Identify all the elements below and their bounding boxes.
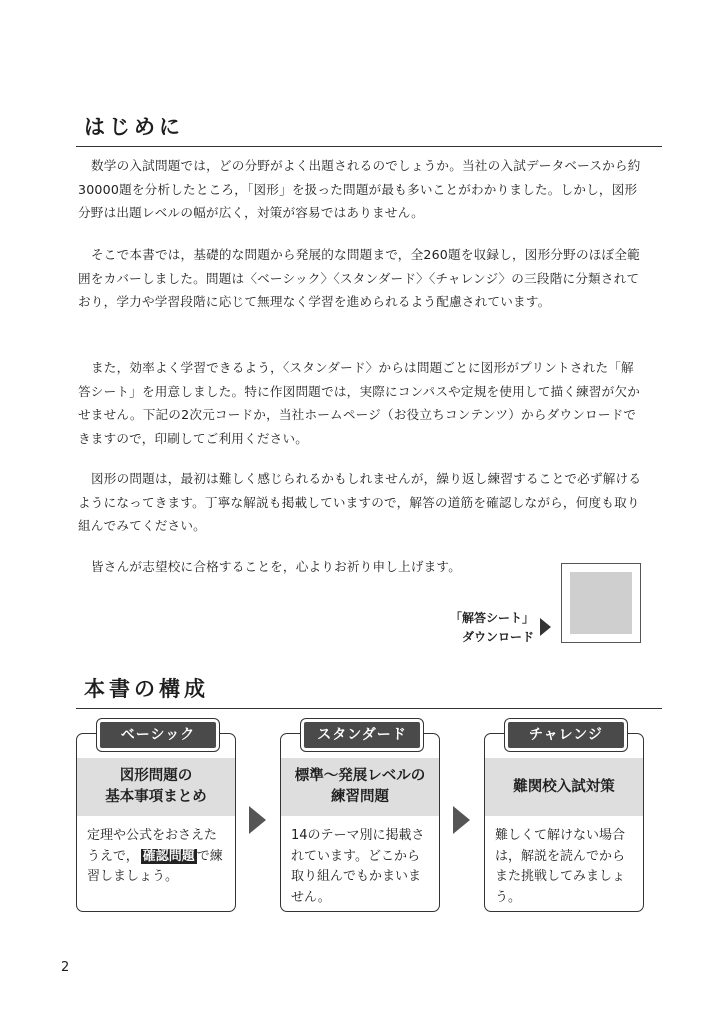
download-label-line2: ダウンロード: [461, 630, 534, 644]
card-head-line: 図形問題の: [119, 768, 193, 784]
card-body-standard: 14のテーマ別に掲載されています。どこから取り組んでもかまいません。: [291, 828, 425, 905]
card-head-line: 基本事項まとめ: [105, 789, 207, 805]
qr-code-placeholder-icon: [570, 572, 632, 634]
intro-paragraph-3: また，効率よく学習できるよう，〈スタンダード〉からは問題ごとに図形がプリントされた「解答シート」を用意しました。特に作図問題では，実際にコンパスや定規を使用して描く練習が欠かせません。下記の2次元コードか，当社ホームページ（お役立ちコンテンツ）からダウンロードできますので，印刷してご利用ください。: [78, 360, 641, 446]
card-tab-challenge: チャレンジ: [505, 719, 627, 751]
card-standard: [280, 727, 440, 912]
intro-paragraph-1: 数学の入試問題では，どの分野がよく出題されるのでしょうか。当社の入試データベースから約30000題を分析したところ，「図形」を扱った問題が最も多いことがわかりました。しかし，図形分野は出題レベルの幅が広く，対策が容易ではありません。: [78, 158, 641, 220]
card-tab-basic: ベーシック: [97, 719, 219, 751]
intro-paragraph-4: 図形の問題は，最初は難しく感じられるかもしれませんが，繰り返し練習することで必ず解けるようになってきます。丁寧な解説も掲載していますので，解答の道筋を確認しながら，何度も取り組んでみてください。: [78, 471, 642, 533]
download-label[interactable]: [420, 609, 534, 647]
structure-heading: 本書の構成: [76, 676, 662, 709]
card-body-text: で練習しましょう。: [87, 848, 223, 884]
card-body-text: 定理や公式をおさえたうえで，: [87, 828, 218, 864]
flow-arrow-icon: [249, 806, 266, 834]
triangle-right-icon: [540, 618, 551, 636]
card-body-basic: [87, 826, 227, 888]
card-head-standard: [281, 758, 439, 816]
card-basic: [76, 727, 236, 912]
qr-code-image[interactable]: [561, 563, 641, 643]
card-body-challenge: 難しくて解けない場合は，解説を読んでからまた挑戦してみましょう。: [495, 828, 626, 905]
card-challenge: [484, 727, 644, 912]
page-number: 2: [61, 960, 70, 975]
card-head-line: 練習問題: [331, 789, 389, 805]
card-tab-standard: スタンダード: [301, 719, 423, 751]
intro-paragraph-5: 皆さんが志望校に合格することを，心よりお祈り申し上げます。: [91, 559, 462, 574]
flow-arrow-icon: [453, 806, 470, 834]
confirm-problem-tag: 確認問題: [142, 848, 195, 864]
card-head-challenge: [485, 758, 643, 816]
card-head-line: 標準～発展レベルの: [294, 768, 426, 784]
intro-paragraph-2: そこで本書では，基礎的な問題から発展的な問題まで，全260題を収録し，図形分野のほぼ全範囲をカバーしました。問題は〈ベーシック〉〈スタンダード〉〈チャレンジ〉の三段階に分類されており，学力や学習段階に応じて無理なく学習を進められるよう配慮されています。: [78, 247, 640, 309]
download-label-line1: 「解答シート」: [449, 611, 534, 625]
intro-heading: はじめに: [76, 114, 662, 147]
card-head-basic: [77, 758, 235, 816]
card-head-line: 難関校入試対策: [513, 778, 615, 795]
